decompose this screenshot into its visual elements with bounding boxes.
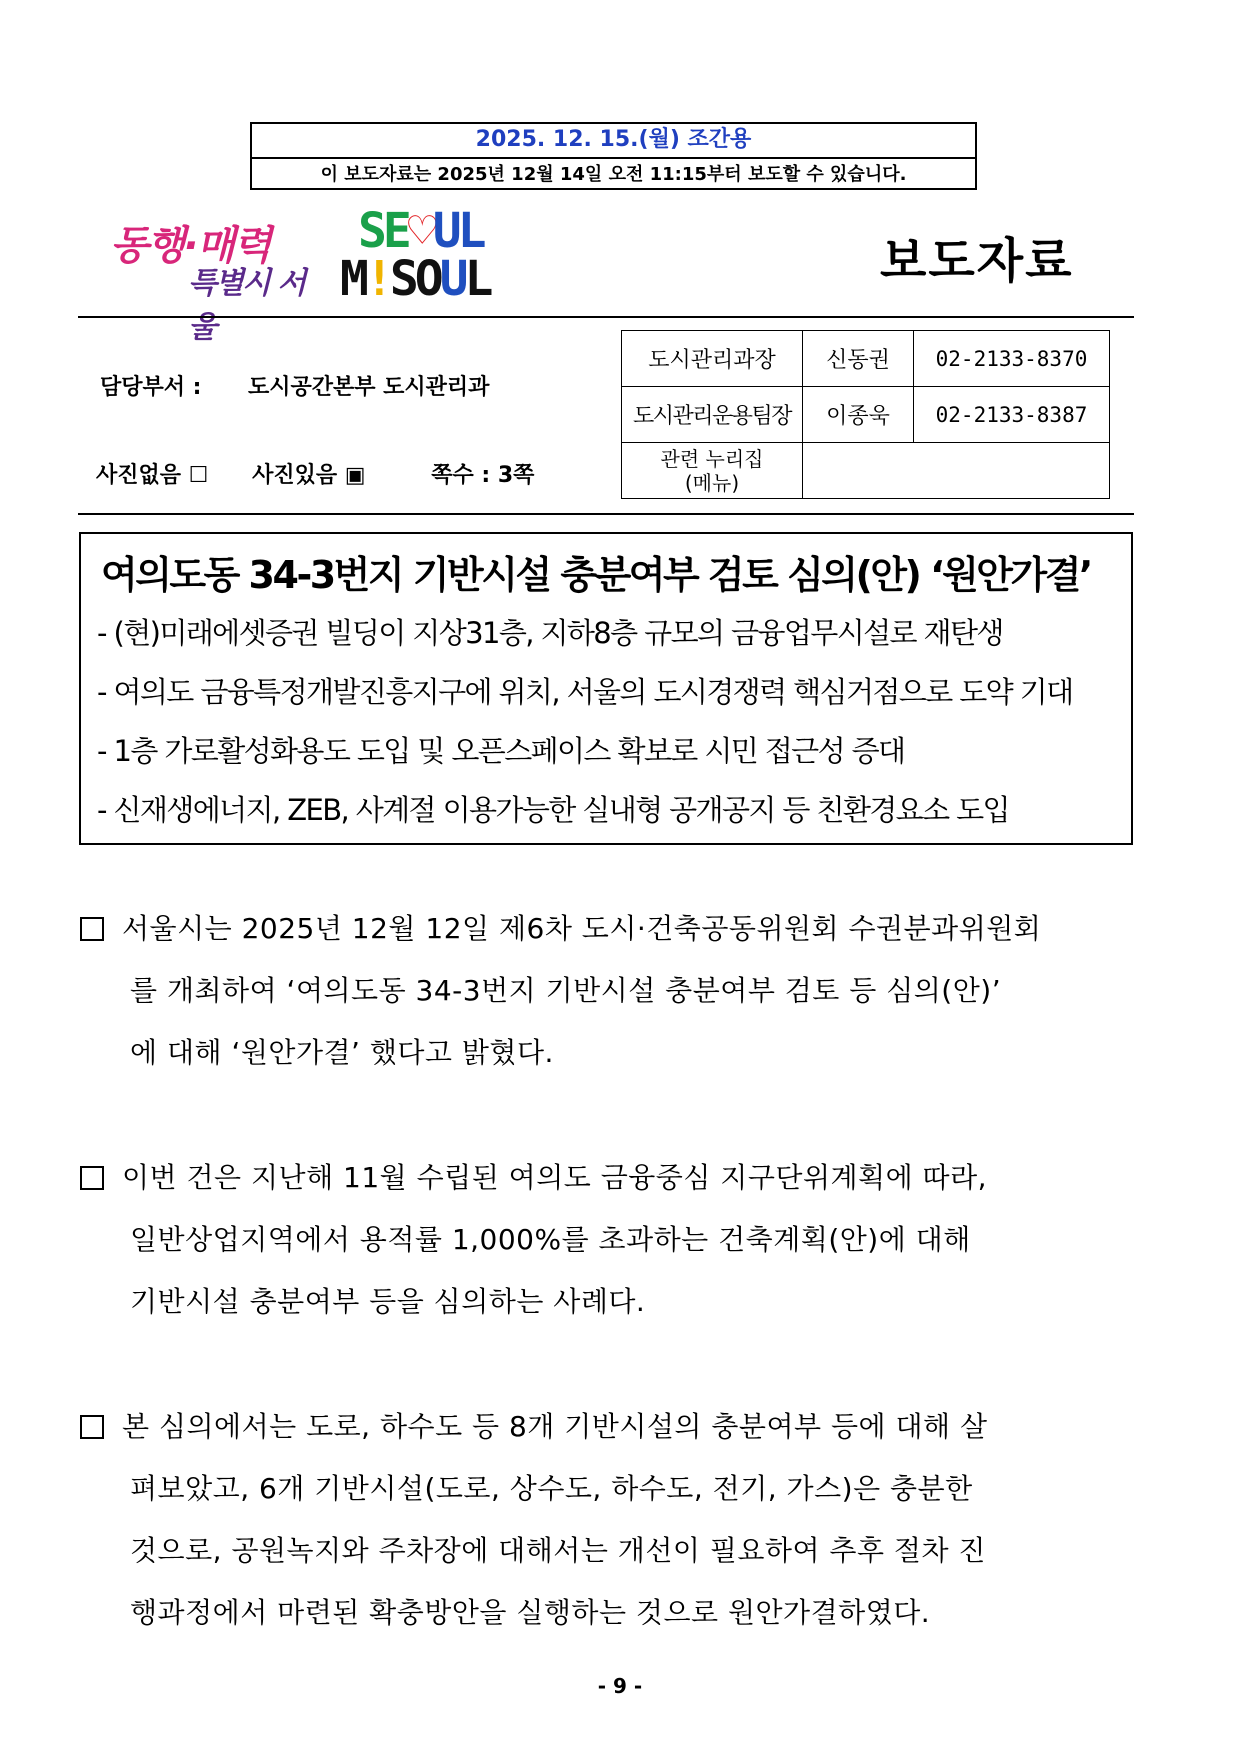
seoul-my-soul-logo — [340, 205, 490, 305]
summary-bullet: - 1층 가로활성화용도 도입 및 오픈스페이스 확보로 시민 접근성 증대 — [97, 734, 905, 768]
menu-row — [622, 443, 1110, 499]
summary-bullet: - (현)미래에셋증권 빌딩이 지상31층, 지하8층 규모의 금융업무시설로 재탄생 — [97, 616, 1003, 650]
contact-name: 신동권 — [803, 331, 914, 387]
department-value: 도시공간본부 도시관리과 — [248, 375, 490, 400]
body-paragraph-3: 본 심의에서는 도로, 하수도 등 8개 기반시설의 충분여부 등에 대해 살 펴보았고, 6개 기반시설(도로, 상수도, 하수도, 전기, 가스)은 충분한 것으로, 공원녹지와 주차장에 대해서는 개선이 필요하여 추후 절차 진 행과정에서 마련된 확충방안을 실행하는 것으로 원안가결하였다. — [80, 1396, 1165, 1644]
slogan-line1: 동행·매력 — [110, 223, 270, 269]
contact-name: 이종욱 — [803, 387, 914, 443]
checkbox-bullet — [80, 1415, 104, 1439]
summary-title: 여의도동 34-3번지 기반시설 충분여부 검토 심의(안) ‘원안가결’ — [101, 553, 1091, 597]
menu-label: 관련 누리집 (메뉴) — [622, 443, 803, 499]
press-release-title: 보도자료 — [880, 233, 1074, 289]
seoul-logo-line1: SE♡UL — [358, 203, 483, 259]
info-divider — [78, 513, 1134, 515]
page-count: 쪽수 : 3쪽 — [431, 463, 535, 488]
contact-row — [622, 387, 1110, 443]
summary-bullet: - 여의도 금융특정개발진흥지구에 위치, 서울의 도시경쟁력 핵심거점으로 도약 기대 — [97, 675, 1073, 709]
checkbox-bullet — [80, 1166, 104, 1190]
embargo-date: 2025. 12. 15.(월) 조간용 — [252, 124, 975, 159]
seoul-logo-line2: M!SOUL — [340, 251, 490, 307]
photo-page-info — [96, 458, 534, 489]
photo-yes: 사진있음 ▣ — [252, 463, 366, 488]
contact-phone: 02-2133-8370 — [914, 331, 1110, 387]
summary-bullet: - 신재생에너지, ZEB, 사계절 이용가능한 실내형 공개공지 등 친환경요소 도입 — [97, 793, 1009, 827]
body-paragraph-2: 이번 건은 지난해 11월 수립된 여의도 금융중심 지구단위계획에 따라, 일반상업지역에서 용적률 1,000%를 초과하는 건축계획(안)에 대해 기반시설 충분여부 등을 심의하는 사례다. — [80, 1147, 1165, 1333]
embargo-release: 이 보도자료는 2025년 12월 14일 오전 11:15부터 보도할 수 있습니다. — [320, 164, 907, 185]
department-label: 담당부서 : — [100, 375, 202, 400]
summary-bullets — [97, 604, 1073, 840]
slogan-logo — [110, 210, 310, 345]
summary-box — [79, 532, 1133, 845]
embargo-box — [250, 122, 977, 190]
contact-table — [621, 330, 1110, 499]
heart-icon: ♡ — [407, 203, 433, 259]
checkbox-bullet — [80, 917, 104, 941]
slogan-line2: 특별시 서울 — [188, 266, 305, 345]
contact-role: 도시관리과장 — [622, 331, 803, 387]
contact-role: 도시관리운용팀장 — [622, 387, 803, 443]
contact-row — [622, 331, 1110, 387]
page-number: - 9 - — [597, 1674, 643, 1698]
contact-phone: 02-2133-8387 — [914, 387, 1110, 443]
menu-value — [803, 443, 1110, 499]
photo-none: 사진없음 ☐ — [96, 463, 209, 488]
header-divider — [78, 316, 1134, 318]
body-paragraph-1: 서울시는 2025년 12월 12일 제6차 도시·건축공동위원회 수권분과위원회 를 개최하여 ‘여의도동 34-3번지 기반시설 충분여부 검토 등 심의(안)’ 에 대해 ‘원안가결’ 했다고 밝혔다. — [80, 898, 1165, 1084]
